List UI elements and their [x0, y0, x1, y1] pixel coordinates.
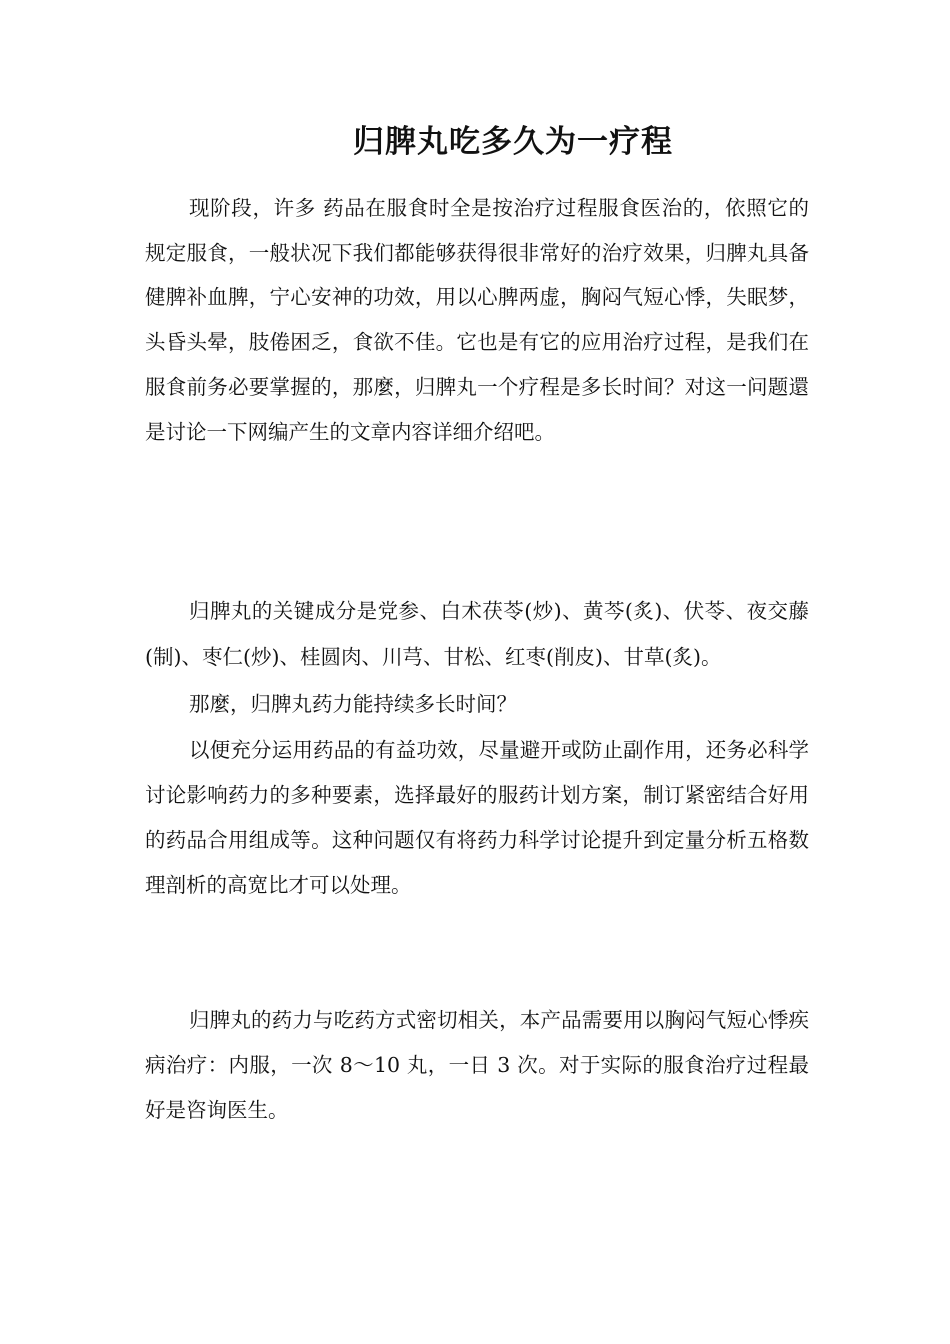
dosage-paragraph: 归脾丸的药力与吃药方式密切相关，本产品需要用以胸闷气短心悸疾病治疗：内服，一次 8～10 丸，一日 3 次。对于实际的服食治疗过程最好是咨询医生。	[145, 1008, 809, 1122]
duration-question-paragraph: 那麼，归脾丸药力能持续多长时间？	[189, 692, 517, 716]
document-title: 归脾丸吃多久为一疗程	[353, 124, 673, 160]
ingredients-paragraph: 归脾丸的关键成分是党参、白术茯苓(炒)、黄芩(炙)、伏苓、夜交藤(制)、枣仁(炒)、桂圆肉、川芎、甘松、红枣(削皮)、甘草(炙)。	[145, 599, 809, 669]
efficacy-paragraph: 以便充分运用药品的有益功效，尽量避开或防止副作用，还务必科学讨论影响药力的多种要素，选择最好的服药计划方案，制订紧密结合好用的药品合用组成等。这种问题仅有将药力科学讨论提升到定量分析五格数理剖析的高宽比才可以处理。	[145, 738, 809, 897]
intro-paragraph: 现阶段，许多 药品在服食时全是按治疗过程服食医治的，依照它的规定服食，一般状况下我们都能够获得很非常好的治疗效果，归脾丸具备健脾补血脾，宁心安神的功效，用以心脾两虚，胸闷气短心悸，失眠梦，头昏头晕，肢倦困乏，食欲不佳。它也是有它的应用治疗过程，是我们在服食前务必要掌握的，那麼，归脾丸一个疗程是多长时间？对这一问题還是讨论一下网编产生的文章内容详细介绍吧。	[145, 196, 809, 444]
